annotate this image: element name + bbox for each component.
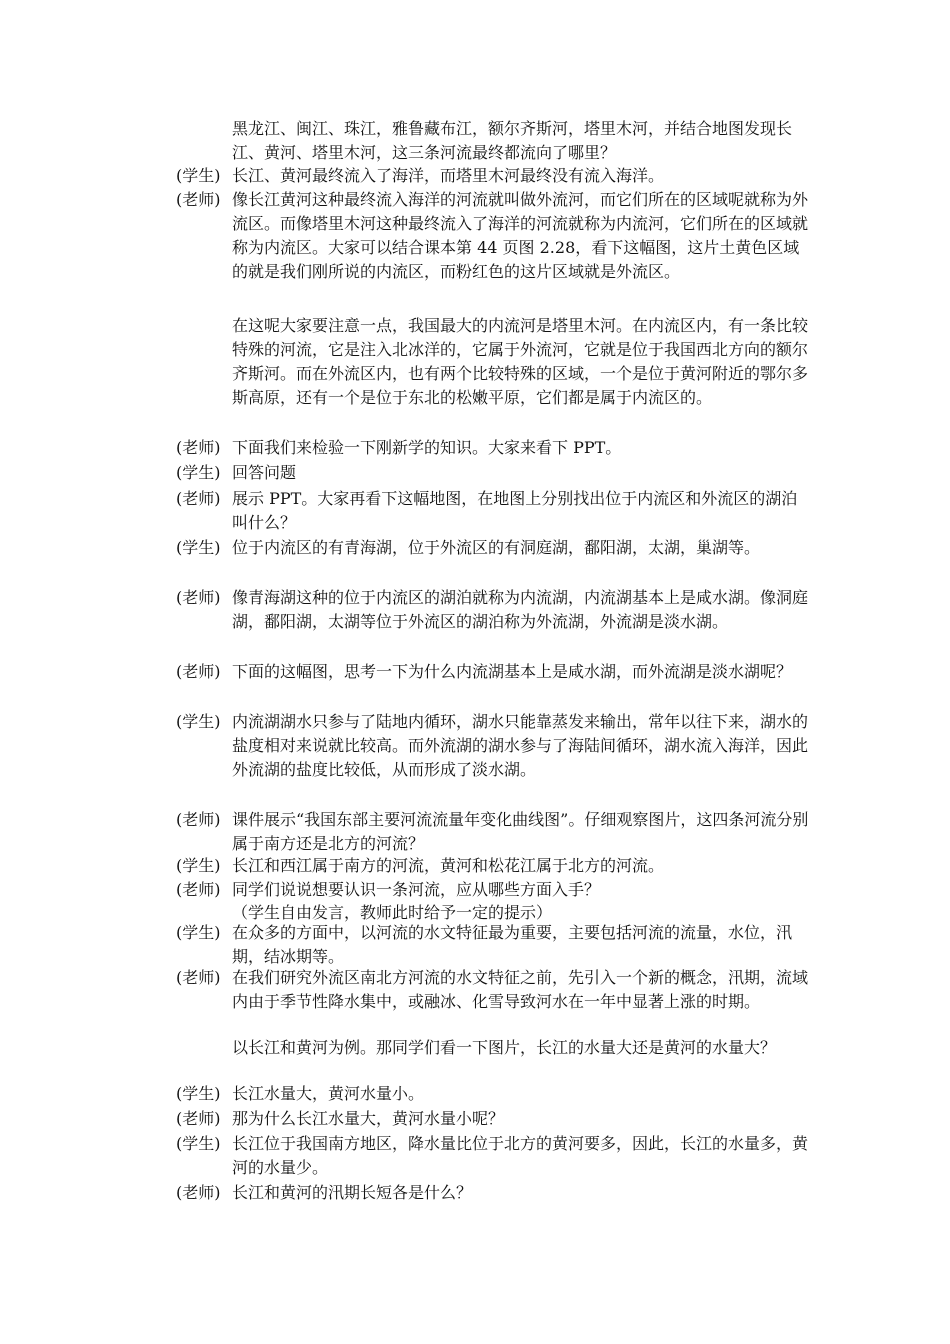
speaker-label: (老师) — [176, 588, 221, 607]
dialogue-text: 回答问题 — [232, 463, 297, 482]
dialogue-text: 那为什么长江水量大，黄河水量小呢？ — [232, 1109, 505, 1128]
paragraph-text: 以长江和黄河为例。那同学们看一下图片，长江的水量大还是黄河的水量大？ — [232, 1038, 777, 1057]
speaker-label: (老师) — [176, 1109, 221, 1128]
paragraph-text: 在这呢大家要注意一点，我国最大的内流河是塔里木河。在内流区内，有一条比较特殊的河流，它是注入北冰洋的，它属于外流河，它就是位于我国西北方向的额尔齐斯河。而在外流区内，也有两个比较特殊的区域，一个是位于黄河附近的鄂尔多斯高原，还有一个是位于东北的松嫩平原，它们都是属于内流区的。 — [232, 316, 809, 407]
dialogue-text: 同学们说说想要认识一条河流，应从哪些方面入手？ — [232, 880, 601, 899]
dialogue-line — [176, 164, 810, 188]
dialogue-text: 长江、黄河最终流入了海洋，而塔里木河最终没有流入海洋。 — [232, 166, 665, 185]
dialogue-text: 内流湖湖水只参与了陆地内循环，湖水只能靠蒸发来输出，常年以往下来，湖水的盐度相对来说就比较高。而外流湖的湖水参与了海陆间循环，湖水流入海洋，因此外流湖的盐度比较低，从而形成了淡水湖。 — [232, 712, 809, 779]
speaker-label: (老师) — [176, 810, 221, 829]
dialogue-line — [176, 487, 810, 535]
speaker-label: (老师) — [176, 489, 221, 508]
speaker-label: (学生) — [176, 712, 221, 731]
speaker-label: (学生) — [176, 923, 221, 942]
speaker-label: (学生) — [176, 166, 221, 185]
speaker-label: (老师) — [176, 438, 221, 457]
speaker-label: (老师) — [176, 880, 221, 899]
dialogue-line — [176, 921, 810, 969]
dialogue-text: 下面我们来检验一下刚新学的知识。大家来看下 PPT。 — [232, 438, 622, 457]
dialogue-line — [176, 854, 810, 878]
dialogue-line — [176, 1082, 810, 1106]
speaker-label: (学生) — [176, 538, 221, 557]
dialogue-line — [176, 461, 810, 485]
dialogue-line — [176, 966, 810, 1014]
dialogue-line — [176, 436, 810, 460]
dialogue-line — [176, 710, 810, 782]
speaker-label: (老师) — [176, 662, 221, 681]
dialogue-line — [176, 878, 810, 902]
dialogue-line — [176, 1181, 810, 1205]
dialogue-text: 长江水量大，黄河水量小。 — [232, 1084, 425, 1103]
dialogue-text: 长江位于我国南方地区，降水量比位于北方的黄河要多，因此，长江的水量多，黄河的水量少。 — [232, 1134, 809, 1177]
speaker-label: (学生) — [176, 856, 221, 875]
speaker-label: (老师) — [176, 968, 221, 987]
speaker-label: (学生) — [176, 1084, 221, 1103]
dialogue-line — [176, 1107, 810, 1131]
dialogue-text: 在众多的方面中，以河流的水文特征最为重要，主要包括河流的流量，水位，汛期，结冰期等。 — [232, 923, 793, 966]
dialogue-text: 下面的这幅图，思考一下为什么内流湖基本上是咸水湖，而外流湖是淡水湖呢？ — [232, 662, 793, 681]
dialogue-text: 展示 PPT。大家再看下这幅地图，在地图上分别找出位于内流区和外流区的湖泊叫什么？ — [232, 489, 798, 532]
dialogue-text: 课件展示“我国东部主要河流流量年变化曲线图”。仔细观察图片，这四条河流分别属于南方还是北方的河流？ — [232, 810, 809, 853]
paragraph — [232, 117, 810, 165]
paragraph — [232, 314, 810, 410]
dialogue-text: 长江和黄河的汛期长短各是什么？ — [232, 1183, 473, 1202]
note-text: （学生自由发言，教师此时给予一定的提示） — [232, 903, 553, 922]
dialogue-text: 像长江黄河这种最终流入海洋的河流就叫做外流河，而它们所在的区域呢就称为外流区。而像塔里木河这种最终流入了海洋的河流就称为内流河，它们所在的区域就称为内流区。大家可以结合课本第 44 页图 2.28，看下这幅图，这片土黄色区域的就是我们刚所说的内流区，而粉红色的这片区域就是外流区。 — [232, 190, 809, 281]
dialogue-line — [176, 808, 810, 856]
dialogue-line — [176, 188, 810, 284]
dialogue-line — [176, 586, 810, 634]
speaker-label: (老师) — [176, 190, 221, 209]
speaker-label: (学生) — [176, 1134, 221, 1153]
dialogue-text: 像青海湖这种的位于内流区的湖泊就称为内流湖，内流湖基本上是咸水湖。像洞庭湖，鄱阳湖，太湖等位于外流区的湖泊称为外流湖，外流湖是淡水湖。 — [232, 588, 809, 631]
dialogue-line — [176, 536, 810, 560]
speaker-label: (老师) — [176, 1183, 221, 1202]
paragraph — [232, 1036, 810, 1060]
speaker-label: (学生) — [176, 463, 221, 482]
dialogue-text: 长江和西江属于南方的河流，黄河和松花江属于北方的河流。 — [232, 856, 665, 875]
dialogue-text: 在我们研究外流区南北方河流的水文特征之前，先引入一个新的概念，汛期，流域内由于季节性降水集中，或融冰、化雪导致河水在一年中显著上涨的时期。 — [232, 968, 809, 1011]
paragraph-text: 黑龙江、闽江、珠江，雅鲁藏布江，额尔齐斯河，塔里木河，并结合地图发现长江、黄河、塔里木河，这三条河流最终都流向了哪里？ — [232, 119, 793, 162]
dialogue-line — [176, 1132, 810, 1180]
dialogue-line — [176, 660, 810, 684]
dialogue-text: 位于内流区的有青海湖，位于外流区的有洞庭湖，鄱阳湖，太湖，巢湖等。 — [232, 538, 761, 557]
